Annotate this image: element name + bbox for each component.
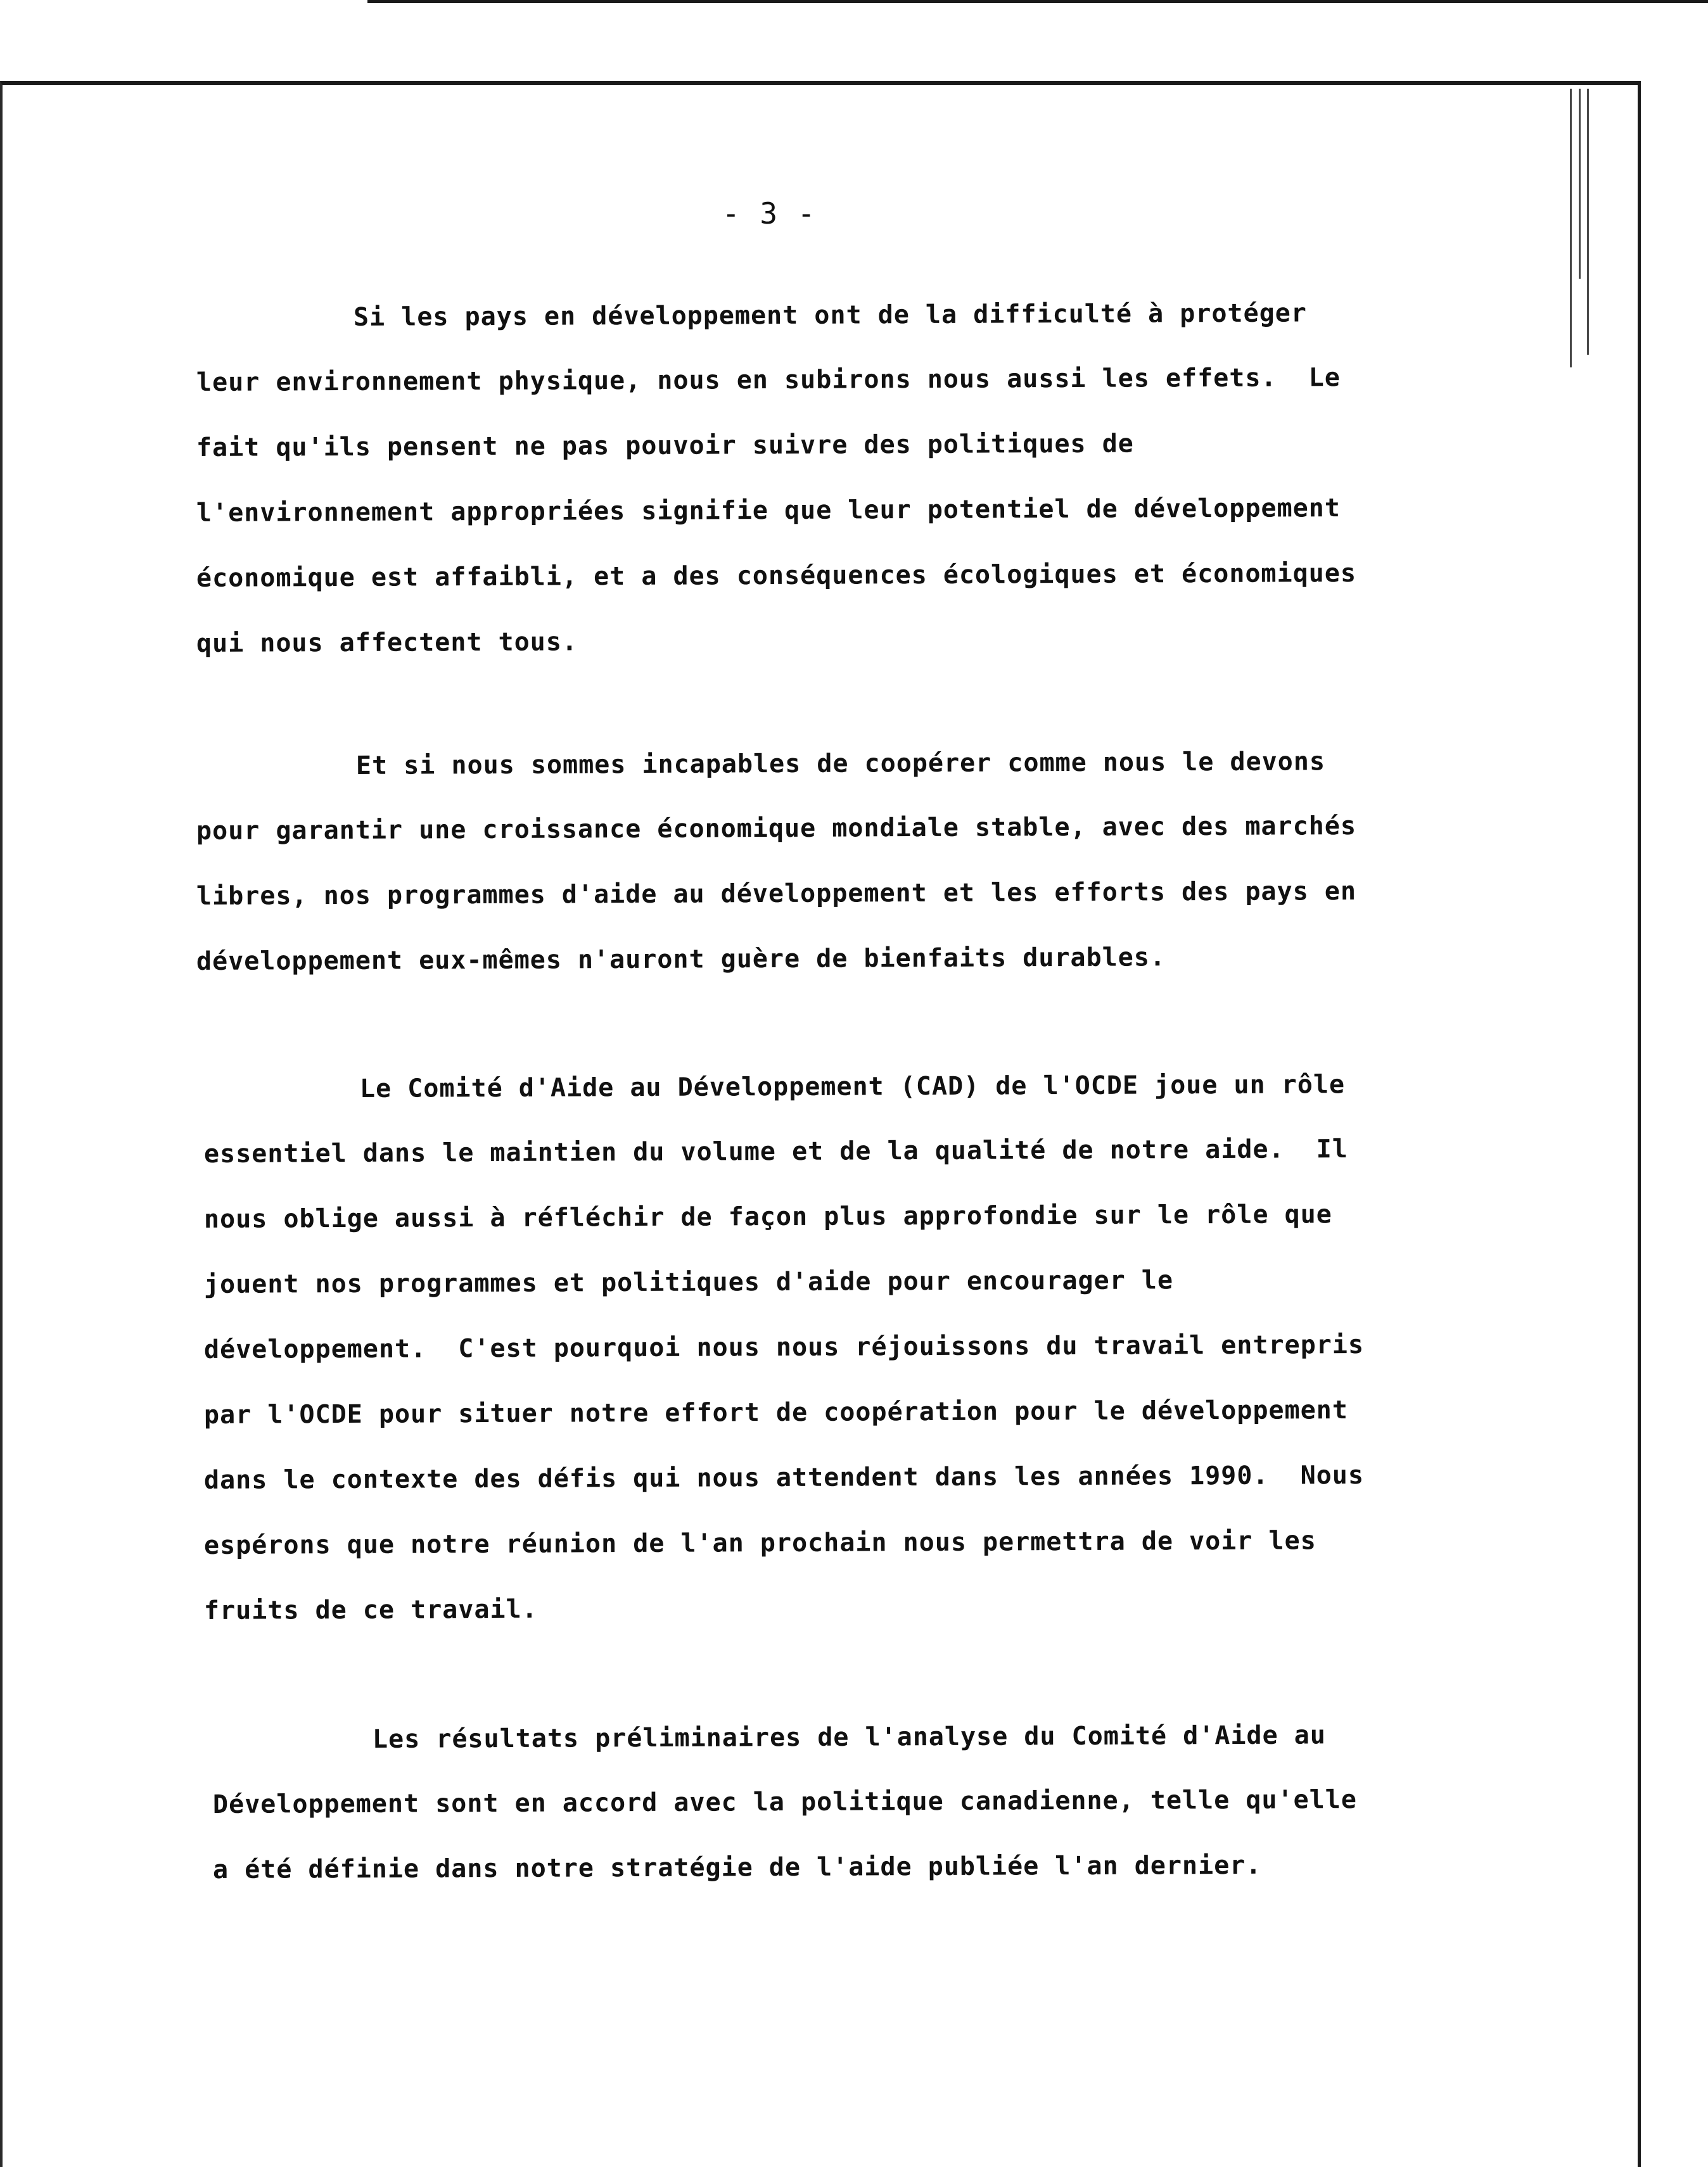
- paragraph-line: leur environnement physique, nous en subirons nous aussi les effets. Le: [196, 363, 1341, 397]
- paragraph-line: développement eux-mêmes n'auront guère de bienfaits durables.: [196, 943, 1166, 976]
- paragraph-line: nous oblige aussi à réfléchir de façon plus approfondie sur le rôle que: [203, 1200, 1332, 1234]
- paragraph-line: Si les pays en développement ont de la difficulté à protéger: [353, 298, 1308, 332]
- scan-top-edge: [367, 0, 1708, 3]
- scan-right-edge-mark: [1579, 89, 1581, 279]
- paragraph-line: développement. C'est pourquoi nous nous réjouissons du travail entrepris: [203, 1330, 1365, 1364]
- paragraph-line: Les résultats préliminaires de l'analyse du Comité d'Aide au: [372, 1720, 1327, 1754]
- paragraph-cooperation: [196, 734, 1400, 995]
- page-number: - 3 -: [722, 196, 817, 231]
- paragraph-line: espérons que notre réunion de l'an prochain nous permettra de voir les: [203, 1526, 1316, 1560]
- paragraph-line: fait qu'ils pensent ne pas pouvoir suivre des politiques de: [196, 429, 1134, 462]
- paragraph-line: dans le contexte des défis qui nous attendent dans les années 1990. Nous: [203, 1461, 1365, 1495]
- paragraph-line: Le Comité d'Aide au Développement (CAD) de l'OCDE joue un rôle: [359, 1070, 1346, 1103]
- paragraph-line: Développement sont en accord avec la politique canadienne, telle qu'elle: [212, 1785, 1357, 1819]
- paragraph-line: jouent nos programmes et politiques d'aide pour encourager le: [203, 1266, 1174, 1299]
- scan-right-edge-mark: [1587, 89, 1589, 355]
- scan-right-edge-mark: [1570, 89, 1572, 367]
- paragraph-line: économique est affaibli, et a des conséquences écologiques et économiques: [196, 559, 1357, 593]
- paragraph-line: a été définie dans notre stratégie de l'aide publiée l'an dernier.: [212, 1850, 1262, 1884]
- paragraph-line: qui nous affectent tous.: [196, 627, 578, 658]
- paragraph-environment: [196, 285, 1400, 677]
- paragraph-line: pour garantir une croissance économique mondiale stable, avec des marchés: [196, 811, 1357, 846]
- paragraph-line: par l'OCDE pour situer notre effort de coopération pour le développement: [203, 1395, 1348, 1430]
- paragraph-cad: [204, 1057, 1408, 1644]
- paragraph-line: Et si nous sommes incapables de coopérer comme nous le devons: [355, 747, 1326, 780]
- paragraph-line: libres, nos programmes d'aide au développement et les efforts des pays en: [196, 877, 1357, 911]
- paragraph-preliminary-results: [213, 1707, 1417, 1903]
- paragraph-line: fruits de ce travail.: [203, 1594, 538, 1625]
- paragraph-line: essentiel dans le maintien du volume et de la qualité de notre aide. Il: [203, 1134, 1348, 1169]
- paragraph-line: l'environnement appropriées signifie que leur potentiel de développement: [196, 493, 1341, 528]
